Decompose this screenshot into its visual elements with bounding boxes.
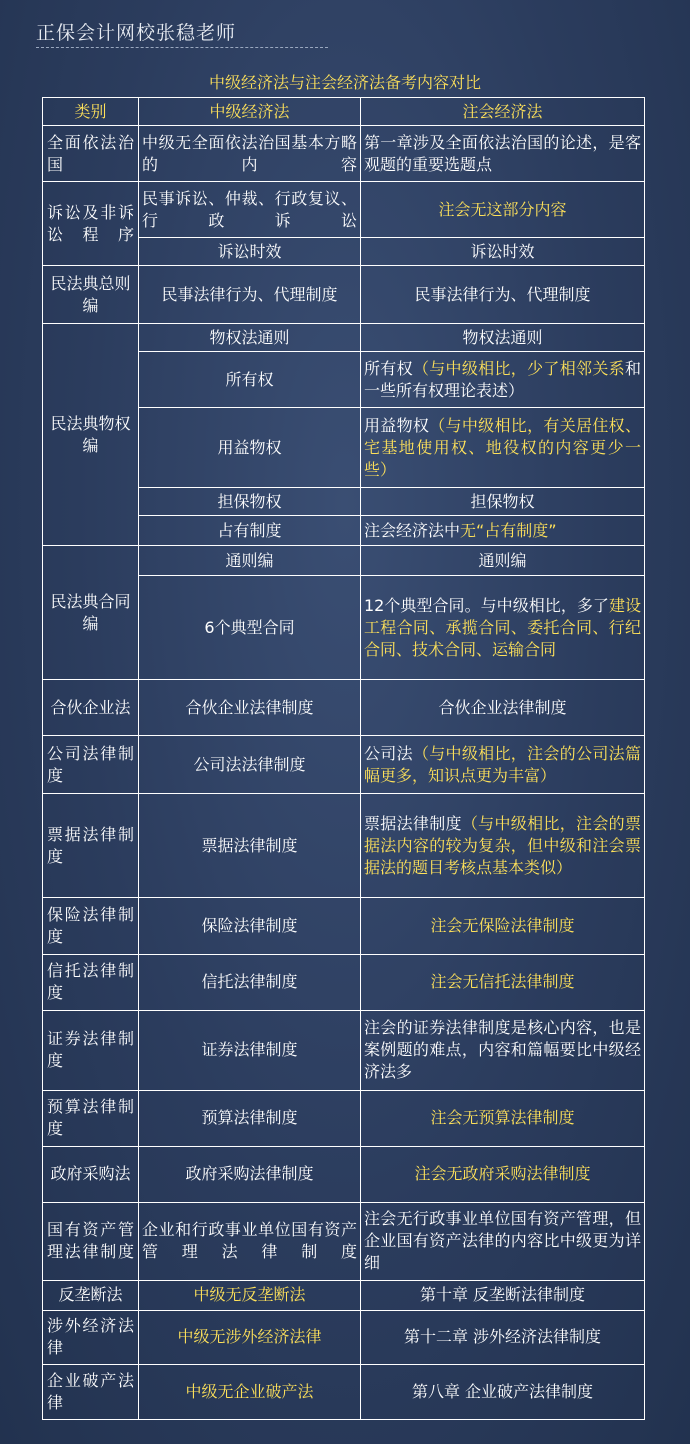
row-category: 民法典总则编 <box>43 266 139 324</box>
table-row <box>43 1280 645 1310</box>
intermediate-cell: 预算法律制度 <box>139 1090 361 1146</box>
table-row <box>43 126 645 182</box>
intermediate-cell: 6个典型合同 <box>139 576 361 680</box>
intermediate-cell: 合伙企业法律制度 <box>139 680 361 736</box>
cpa-cell-text: 公司法 <box>364 743 413 763</box>
row-category: 票据法律制度 <box>43 794 139 898</box>
table-row <box>43 182 645 238</box>
cpa-cell-text: 注会经济法中 <box>364 520 461 540</box>
table-row <box>43 794 645 898</box>
row-category: 证券法律制度 <box>43 1010 139 1090</box>
cpa-cell: 第十二章 涉外经济法律制度 <box>361 1310 645 1364</box>
row-category: 信托法律制度 <box>43 954 139 1010</box>
intermediate-cell: 用益物权 <box>139 408 361 488</box>
column-header-intermediate: 中级经济法 <box>139 98 361 126</box>
table-title: 中级经济法与注会经济法备考内容对比 <box>208 73 481 92</box>
table-row <box>43 324 645 352</box>
cpa-cell <box>361 736 645 794</box>
intermediate-cell: 中级无涉外经济法律 <box>139 1310 361 1364</box>
table-row <box>43 1146 645 1202</box>
row-category: 保险法律制度 <box>43 898 139 954</box>
cpa-cell <box>361 794 645 898</box>
table-row <box>43 680 645 736</box>
cpa-cell <box>361 408 645 488</box>
table-row <box>43 1364 645 1419</box>
cpa-cell-text: 用益物权 <box>364 415 430 435</box>
cpa-cell-text: 和一些所有权理论表述） <box>364 358 641 400</box>
row-category: 民法典物权编 <box>43 324 139 546</box>
cpa-cell-text: 所有权 <box>364 358 413 378</box>
intermediate-cell: 通则编 <box>139 546 361 576</box>
row-category: 公司法律制度 <box>43 736 139 794</box>
cpa-cell: 第八章 企业破产法律制度 <box>361 1364 645 1419</box>
cpa-cell: 注会的证券法律制度是核心内容，也是案例题的难点，内容和篇幅要比中级经济法多 <box>361 1010 645 1090</box>
cpa-cell: 注会无这部分内容 <box>361 182 645 238</box>
intermediate-cell: 中级无企业破产法 <box>139 1364 361 1419</box>
intermediate-cell: 公司法法律制度 <box>139 736 361 794</box>
cpa-cell: 民事法律行为、代理制度 <box>361 266 645 324</box>
table-row <box>43 1310 645 1364</box>
cpa-cell: 注会无政府采购法律制度 <box>361 1146 645 1202</box>
row-category: 诉讼及非诉讼程序 <box>43 182 139 266</box>
column-header-cpa: 注会经济法 <box>361 98 645 126</box>
intermediate-cell: 企业和行政事业单位国有资产管理法律制度 <box>139 1202 361 1280</box>
row-category: 企业破产法律 <box>43 1364 139 1419</box>
row-category: 合伙企业法 <box>43 680 139 736</box>
intermediate-cell: 证券法律制度 <box>139 1010 361 1090</box>
cpa-cell: 注会无保险法律制度 <box>361 898 645 954</box>
intermediate-cell: 信托法律制度 <box>139 954 361 1010</box>
table-row <box>43 266 645 324</box>
cpa-cell <box>361 516 645 546</box>
intermediate-cell: 占有制度 <box>139 516 361 546</box>
table-row <box>43 1010 645 1090</box>
intermediate-cell: 中级无全面依法治国基本方略的内容 <box>139 126 361 182</box>
row-category: 国有资产管理法律制度 <box>43 1202 139 1280</box>
cpa-cell-highlight: （与中级相比，少了相邻关系 <box>412 358 625 378</box>
cpa-cell: 注会无信托法律制度 <box>361 954 645 1010</box>
header-divider <box>36 47 328 48</box>
cpa-cell: 物权法通则 <box>361 324 645 352</box>
intermediate-cell: 民事法律行为、代理制度 <box>139 266 361 324</box>
intermediate-cell: 诉讼时效 <box>139 238 361 266</box>
row-category: 民法典合同编 <box>43 546 139 680</box>
row-category: 预算法律制度 <box>43 1090 139 1146</box>
table-row <box>43 954 645 1010</box>
table-row <box>43 736 645 794</box>
table-row <box>43 546 645 576</box>
row-category: 涉外经济法律 <box>43 1310 139 1364</box>
comparison-table <box>42 97 645 1420</box>
cpa-cell: 注会无预算法律制度 <box>361 1090 645 1146</box>
intermediate-cell: 政府采购法律制度 <box>139 1146 361 1202</box>
header-text: 正保会计网校张稳老师 <box>36 22 237 44</box>
intermediate-cell: 中级无反垄断法 <box>139 1280 361 1310</box>
table-row <box>43 898 645 954</box>
intermediate-cell: 民事诉讼、仲裁、行政复议、行政诉讼 <box>139 182 361 238</box>
cpa-cell-text: 12个典型合同。与中级相比，多了 <box>364 595 609 615</box>
table-row <box>43 1202 645 1280</box>
cpa-cell: 注会无行政事业单位国有资产管理，但企业国有资产法律的内容比中级更为详细 <box>361 1202 645 1280</box>
cpa-cell: 第十章 反垄断法律制度 <box>361 1280 645 1310</box>
cpa-cell: 第一章涉及全面依法治国的论述，是客观题的重要选题点 <box>361 126 645 182</box>
cpa-cell: 诉讼时效 <box>361 238 645 266</box>
intermediate-cell: 保险法律制度 <box>139 898 361 954</box>
row-category: 政府采购法 <box>43 1146 139 1202</box>
cpa-cell-highlight: （与中级相比，注会的票据法内容的较为复杂，但中级和注会票据法的题目考核点基本类似） <box>364 813 641 877</box>
cpa-cell: 担保物权 <box>361 488 645 516</box>
table-header-row <box>43 98 645 126</box>
intermediate-cell: 票据法律制度 <box>139 794 361 898</box>
table-row <box>43 1090 645 1146</box>
intermediate-cell: 担保物权 <box>139 488 361 516</box>
row-category: 全面依法治国 <box>43 126 139 182</box>
cpa-cell-text: 票据法律制度 <box>364 813 462 833</box>
cpa-cell: 合伙企业法律制度 <box>361 680 645 736</box>
intermediate-cell: 物权法通则 <box>139 324 361 352</box>
cpa-cell-highlight: （与中级相比，有关居住权、宅基地使用权、地役权的内容更少一些） <box>364 415 641 479</box>
cpa-cell-highlight: 建设工程合同、承揽合同、委托合同、行纪合同、技术合同、运输合同 <box>364 595 641 659</box>
column-header-category: 类别 <box>43 98 139 126</box>
cpa-cell-highlight: （与中级相比，注会的公司法篇幅更多，知识点更为丰富） <box>364 743 641 785</box>
cpa-cell <box>361 352 645 408</box>
cpa-cell: 通则编 <box>361 546 645 576</box>
intermediate-cell: 所有权 <box>139 352 361 408</box>
row-category: 反垄断法 <box>43 1280 139 1310</box>
cpa-cell <box>361 576 645 680</box>
cpa-cell-highlight: 无“占有制度” <box>460 520 557 540</box>
